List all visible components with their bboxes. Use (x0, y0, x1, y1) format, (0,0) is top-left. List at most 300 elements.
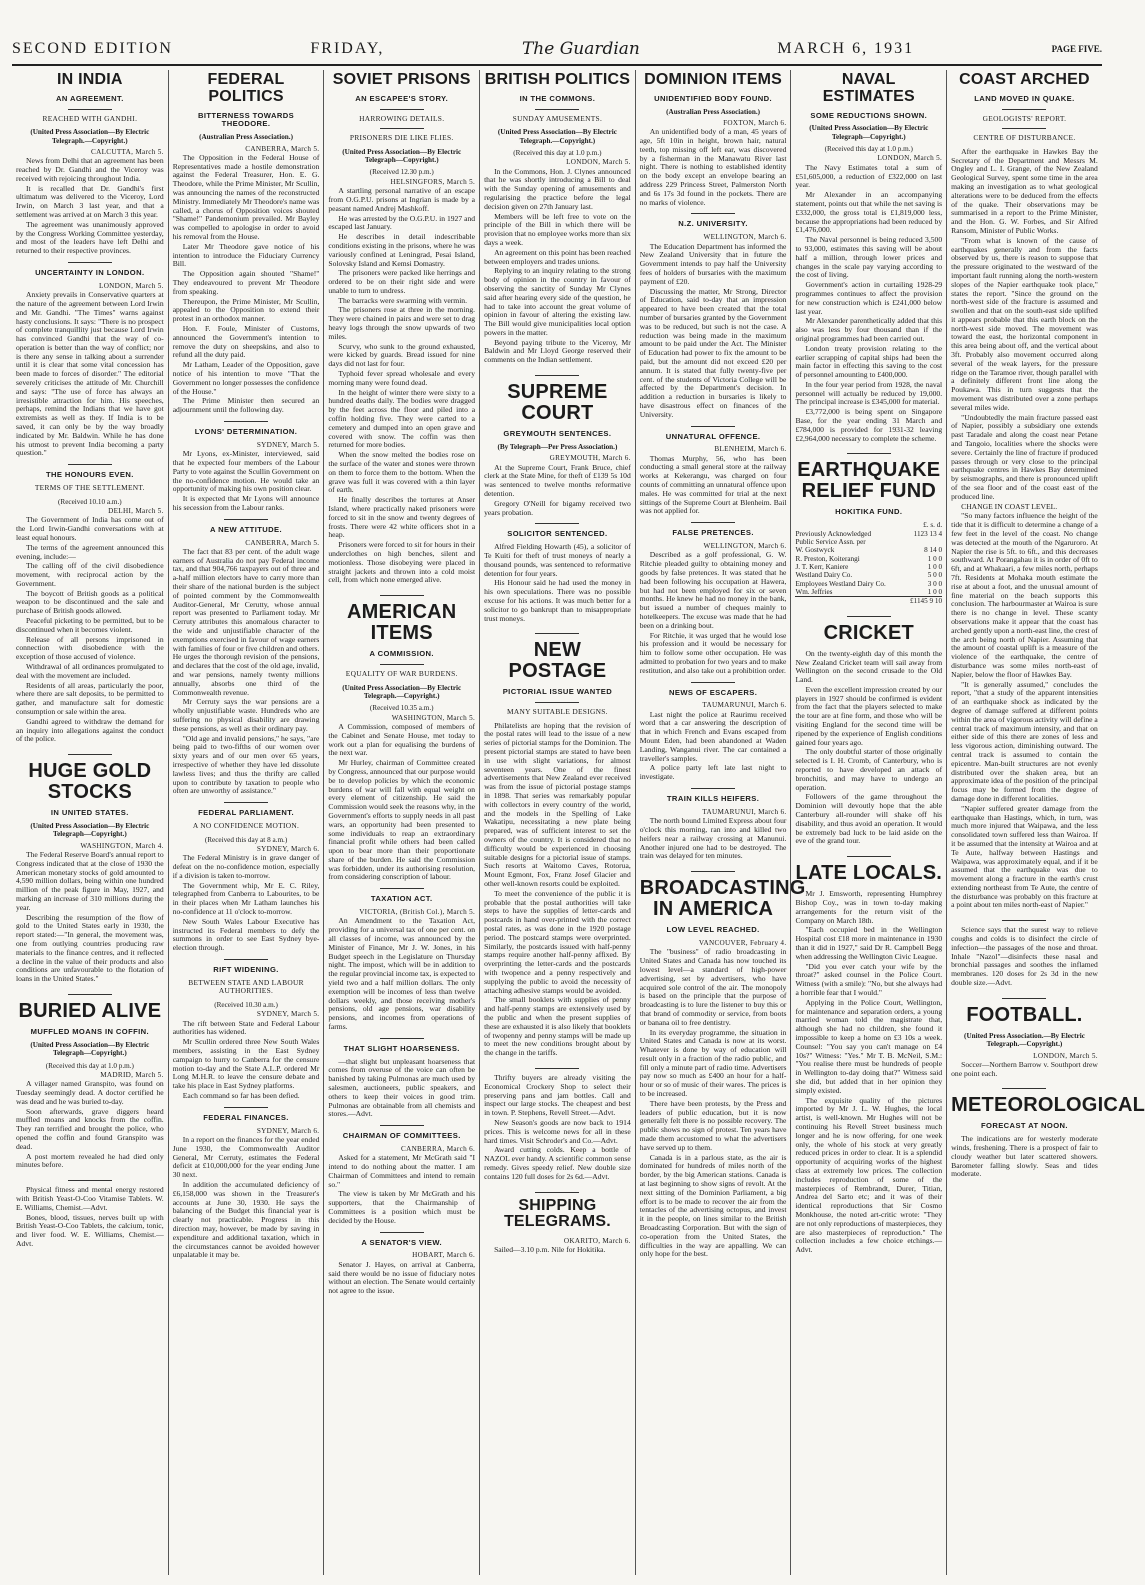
article-paragraph: The prisoners were packed like herrings and ordered to be on their right side and were unable to turn to undress. (328, 268, 476, 295)
article (484, 1074, 631, 1182)
dateline: GREYMOUTH, March 6. (549, 454, 631, 463)
article-headline: FOOTBALL. (966, 1003, 1083, 1026)
section-heading: TRAIN KILLS HEIFERS. (666, 794, 760, 804)
article-paragraph: Thereupon, the Prime Minister, Mr Scullin, appealed to the Opposition to extend their protest in an orthodox manner. (172, 296, 320, 324)
dateline: WELLINGTON, March 6. (703, 233, 787, 242)
article-paragraph: "Old age and invalid pensions," he says, "are being paid to two-fifths of our women over sixty years and of our men over 65 years, irrespective of whether they have led dissolute lawless lives; and thus the thrifty are called upon to contribute by taxation to people who often are unworthy of assistance." (172, 733, 320, 796)
article (484, 72, 631, 365)
fund-row (795, 538, 942, 546)
article-paragraph: The exquisite quality of the pictures imported by Mr J. L. W. Hughes, the local artist, is well-known. Mr Hughes will not be continuing his Revell Street business much longer and he is now offering, for one week only, the whole of his stock at very greatly reduced prices in order to clear. It is a splendid opportunity of acquiring works of the highest class at extremely low prices. The collection includes reproduction of some of the masterpieces of Rembrandt, Durer, Titian, Andrea del Sarto etc; and it was of their identical reproductions that Sir Cosmo Monkhouse, the noted art-critic wrote: "They are not only reproductions of masterpieces, they are also masterpieces of reproduction." The collection includes a few choice etchings.—Advt. (795, 1095, 943, 1255)
article-paragraph: The Federal Ministry is in grave danger of defeat on the no-confidence motion, especially if a division is taken to-morrow. (172, 853, 320, 880)
dateline: MADRID, March 5. (100, 1070, 164, 1079)
received-time: (Received this day at 1.0 p.m.) (824, 145, 913, 154)
divider-rule (380, 128, 424, 129)
article-paragraph: Discussing the matter, Mr Strong, Director of Education, said to-day that an impression appeared to have been created that the total number of bursaries granted by the Government was to be reduced, but such is not the case. A reduction was being made in the maximum amount to be paid under the Act. The Minister of Education had power to fix the amount to be paid, but the amount did not exceed £20 per annum. It is stated that fully twenty-five per cent. of the students of Victoria College will be affected by the Department's decision. In addition a reduction in bursaries is likely to have disastrous effect on finances of the University. (639, 286, 787, 419)
article-paragraph: The terms of the agreement announced this evening, include:— (16, 542, 164, 561)
section-heading: THE HONOURS EVEN. (45, 470, 134, 480)
divider-rule (535, 109, 579, 110)
article-subheading: MANY SUITABLE DESIGNS. (507, 707, 608, 717)
article-paragraph: "Undoubtedly the main fracture passed east of Napier, possibly a subsidiary one extends past Taradale and along the coast near Petane and Tangoio, localities where the shocks were severe. Certainly the line of fracture if produced passes through or very close to the principal earthquake centres in Hawkes Bay determined by seismographs, and there is pronounced uplift of the sea floor and of the coast east of the produced line. (951, 412, 1098, 501)
article-paragraph: Sailed—3.10 p.m. Nile for Hokitika. (494, 1245, 606, 1255)
article-headline: IN INDIA (57, 71, 123, 88)
article-paragraph: Withdrawal of all ordinances promulgated to deal with the movement are included. (16, 662, 164, 680)
article-section (173, 421, 320, 513)
article-section (173, 802, 320, 953)
article (484, 640, 631, 1058)
fund-donor: J. T. Kerr, Kaniere (795, 562, 849, 571)
divider-rule (380, 1125, 424, 1126)
dateline: LONDON, March 5. (566, 158, 631, 167)
article-paragraph: A post mortem revealed he had died only minutes before. (16, 1151, 164, 1170)
article-headline: BROADCASTING IN AMERICA (639, 877, 806, 921)
received-time: (Received 10.10 a.m.) (58, 497, 122, 506)
dateline: WASHINGTON, March 4. (80, 841, 164, 850)
article-headline: SOVIET PRISONS (332, 71, 471, 88)
article-section (640, 426, 787, 517)
article-paragraph: The boycott of British goods as a political weapon to be discontinued and the sale and purchase of British goods allowed. (16, 588, 164, 616)
article-subheading: AN AGREEMENT. (55, 93, 124, 103)
fund-donor: Public Service Assn. per (795, 537, 866, 546)
article-paragraph: "So many factors influence the height of the tide that it is difficult to determine a change of a few feet in the level of the coast. No change was detected at the mouth of the Ngaruroro. At Napier the rise is 5ft. to 6ft., and this decreases southward. At Porangahau it is in order of 0ft to 6ft, and at Whakaari, a few miles north, perhaps 7ft. Residents at Mohaka mouth estimate the rise at about a foot, and the unusual amount of fine material on the beach supports this conclusion. The harbourmaster at Wairoa is sure there is no change in level. These scanty observations make it appear that the coast has arched gently upon a north-east line, the crest of the arch being north of Napier. Assuming that the amount of coastal uplift is a measure of the violence of the earthquake, the centre of disturbance was some miles north-east of Napier, below the floor of Hawkes Bay. (951, 511, 1098, 679)
article-paragraph: An Amendment to the Taxation Act, providing for a universal tax of one per cent. on all classes of income, was announced by the Minister of Finance, Mr J. W. Jones, in his Budget speech in the Legislature on Thursday night. The impost, which will be in addition to the regular provincial income tax, is expected to yield two and a half million dollars. The only exemption will be incomes of less than twelve dollars weekly, and those receiving mother's pensions, old age pensions, war disability pensions, and incomes from operations of farms. (328, 916, 476, 1031)
fund-amount: 8 14 0 (924, 546, 943, 555)
article-paragraph: In its everyday programme, the situation in United States and Canada is now at its worst. Whatever is done by way of education will result only in a fraction of the radio public, and fill only a minute part of radio time. Advertisers pay now so much as £400 an hour for a half-hour or so of music of their wares. The prices is to be increased. (639, 1027, 787, 1099)
fund-donor: R. Preston, Koiterangi (795, 554, 860, 563)
divider-rule (380, 1038, 424, 1039)
article-paragraph: Later Mr Theodore gave notice of his intention to introduce the Fiduciary Currency Bill. (172, 241, 320, 269)
article-headline: AMERICAN ITEMS (347, 601, 457, 645)
article-headline: COAST ARCHED (959, 71, 1090, 88)
dateline: SYDNEY, March 5. (256, 440, 320, 449)
fund-amount: 1 0 0 (927, 588, 943, 597)
article-section (328, 1125, 475, 1226)
article-paragraph: The Opposition again shouted "Shame!" They endeavoured to prevent Mr Theodore from speaking. (172, 269, 320, 296)
dateline: SYDNEY, March 6. (256, 844, 320, 853)
newspaper-columns (12, 70, 1145, 1575)
dateline: SYDNEY, March 6. (256, 1126, 320, 1135)
article-divider (535, 1068, 579, 1069)
section-subheading: TERMS OF THE SETTLEMENT. (34, 483, 145, 493)
article-paragraph: The fact that 83 per cent. of the adult wage earners of Australia do not pay Federal income tax, and that 904,766 taxpayers out of three and a-half million electors have to carry more than their share of the national burden is the subject of pointed comment by the Commonwealth Auditor-General, Mr Cerutty, whose annual report was presented to Parliament today. Mr Cerruty attributes this anomalous character to the wide and unjustifiable character of the exemptions exercised in favour of wage earners with families of four or five children and others. He urges the thorough revision of the pensions, and declares that the cost of the old age, invalid, and war pensions, namely twenty millions annually, absorbs one third of the Commonwealth revenue. (172, 546, 320, 697)
article (795, 460, 942, 605)
article-subheading: SUNDAY AMUSEMENTS. (512, 113, 603, 123)
article-paragraph: "From what is known of the cause of earthquakes generally and from the facts observed by us, there is reason to suppose that the pressure originated to the westward of the important fault running along the north-western slopes of the Napier earthquake took place," states the report. "Since the ground on the north-west side of the fracture is assumed and swollen and that on the south-east side uplifted it appears probable that this earth block on the north-west side moved. The movement was toward the east, the horizontal component in this area being about off, and the vertical about 3ft. Probably also movement occurred along several of the weak layers, for the pressure ridge on the Taramoe river, though parallel with a definitely different front line along the Poukawa. This in turn suggests that the movement was distributed over a zone perhaps several miles wide. (951, 235, 1098, 412)
article-paragraph: The Government whip, Mr E. C. Riley, telegraphed from Canberra to Labourites, to be in their places when Mr Latham launches his no-confidence at 11 o'clock to-morrow. (172, 880, 320, 916)
section-subheading: A NO CONFIDENCE MOTION. (192, 820, 300, 830)
article-paragraph: The Education Department has informed the New Zealand University that in future the Government intends to pay half the University fees of holders of bursaries with the maximum payment of £20. (639, 241, 787, 286)
article-paragraph: Anxiety prevails in Conservative quarters at the nature of the agreement between Lord Irwin and Mr. Gandhi. "The Times" warns against hasty conclusions. It says: "There is no prospect of complete tranquillity just because Lord Irwin has convinced Gandhi that the way of co-operation is better than the way of conflict; nor is there any sense in talking about a surrender until it is clear that some vital concession has been made to forces of disorder." The editorial severely criticises the attitude of Mr. Churchill and says: "The use of force has always an irresistible attraction for him. His speeches, perhaps, remind the Indians that we have got extremists as well as they. If India is to be saved, it can only be by the way broadly indicated by Mr. Baldwin. While he has done his utmost to prevent India becoming a party question." (16, 290, 164, 458)
press-credit: (United Press Association—By Electric Telegraph—Copyright.) (30, 822, 150, 839)
dateline: TAUMARUNUI, March 6. (702, 807, 787, 816)
article-paragraph: Even the excellent impression created by our players in 1927 should be confirmed is evident from the fact that the players selected to make the tour are at fine form, and those who will be visiting England for the second time will be ripened by the experience of English conditions gained four years ago. (795, 684, 943, 747)
article-paragraph: £3,772,000 is being spent on Singapore Base, for the year ending 31 March and £784,000 is provided for 1931-32 leaving £2,964,000 necessary to complete the scheme. (795, 407, 943, 443)
date-label: MARCH 6, 1931 (777, 40, 915, 57)
section-heading: CHAIRMAN OF COMMITTEES. (342, 1131, 461, 1141)
dateline: DELHI, March 5. (108, 506, 164, 515)
section-heading: LYONS' DETERMINATION. (194, 426, 298, 436)
article-paragraph: It is recalled that Dr. Gandhi's first ultimatum was delivered to the Viceroy, Lord Irwin, on March 3 last year, and that a settlement was arrived at on March 3 this year. (16, 183, 164, 219)
article-subheading: FORECAST AT NOON. (980, 1121, 1068, 1131)
fund-amount: 1 0 0 (927, 562, 943, 571)
fund-row (795, 563, 942, 571)
article-paragraph: The barracks were swarming with vermin. (338, 295, 468, 305)
fund-amount: 3 0 0 (927, 579, 943, 588)
divider-rule (224, 959, 268, 960)
article (16, 72, 164, 744)
article-paragraph: The view is taken by Mr McGrath and his supporters, that the Chairmanship of Committees is a position which must be decided by the House. (328, 1189, 476, 1225)
article-paragraph: Peaceful picketing to be permitted, but to be discontinued when it becomes violent. (16, 616, 164, 634)
fund-row (795, 530, 942, 538)
article-paragraph: The Navy Estimates total a sum of £51,605,000, a reduction of £322,000 on last year. (795, 162, 943, 190)
fund-donor: Westland Dairy Co. (795, 571, 853, 580)
article-subheading: IN THE COMMONS. (519, 93, 596, 103)
article-subheading: PRISONERS DIE LIKE FLIES. (349, 133, 454, 143)
section-heading: FEDERAL PARLIAMENT. (198, 808, 294, 818)
divider-rule (68, 109, 112, 110)
article-paragraph: To meet the convenience of the public it is probable that the postal authorities will take steps to have the supplies of letter-cards and postcards in hand over-printed with the correct postal rates, as was done in the 1920 postage period. The postcard stamps were overprinted. Similarly, the postcards issued with half-penny stamps require another half-penny affixed. By overprinting the letter-cards and the postcards with twopence and a penny respectively and supplying the public to avoid the necessity of attaching adhesive stamps would be avoided. (484, 888, 631, 995)
article (951, 1094, 1145, 1179)
article-subheading: HARROWING DETAILS. (359, 113, 445, 123)
article-paragraph: Applying in the Police Court, Wellington, for maintenance and separation orders, a young married woman told the magistrate that, although she had no children, she found it impossible to keep a home on £3 10s a week. Counsel: "You say you can't manage on £4 10s?" Witness: "Yes." Mr T. B. McNeil, S.M.: "You realise there must be hundreds of people in Wellington to-day doing that?" Witness said she did, but added that in her opinion they simply existed. (795, 997, 943, 1095)
article-paragraph: Mr Alexander in an accompanying statement, points out that while the net saving is £332,000, the gross total is £1,819,000 less, because the appropriations had been reduced by £1,476,000. (795, 190, 943, 235)
divider-rule (1002, 128, 1046, 129)
article-paragraph: The Government of India has come out of the Lord Irwin-Gandhi conversations with at least equal honours. (16, 515, 164, 542)
article-section (328, 888, 475, 1032)
article-paragraph: Replying to an inquiry relating to the strong body of opinion in the country in favour of observing the sanctity of Sunday Mr Clynes said after hearing every side of the question, he had to take into account the great volume of opinion in favour of altering the existing law. The Bill would give municipalities local option powers in the matter. (484, 266, 631, 337)
article-paragraph: London treaty provision relating to the earlier scrapping of capital ships had been the main factor in effecting this saving to the cost of personnel amounting to £400,000. (795, 343, 943, 380)
article-subheading: UNIDENTIFIED BODY FOUND. (654, 93, 773, 103)
article-paragraph: A villager named Granspito, was found on Tuesday seemingly dead. A doctor certified he was dead and he was buried to-day. (16, 1079, 164, 1106)
article-headline: EARTHQUAKE RELIEF FUND (797, 459, 941, 503)
press-credit: (United Press Association—By Electric Telegraph.—Copyright.) (497, 128, 617, 145)
article-paragraph: The north bound Limited Express about four o'clock this morning, ran into and killed two heifers near a railway crossing at Manunui. Another injured one had to be destroyed. The train was delayed for ten minutes. (639, 816, 787, 861)
dateline: HOBART, March 6. (412, 1251, 476, 1260)
article-paragraph: Followers of the game throughout the Dominion will devoutly hope that the able Canterbury all-rounder will shake off his disability, and thus avoid an operation. It would be extremely bad luck to be laid aside on the eve of the grand tour. (795, 792, 943, 846)
article-divider (535, 633, 579, 634)
article-paragraph: Soon afterwards, grave diggers heard muffled moans and knocks from the coffin. They ran terrified and brought the police, who opened the coffin and found Granspito was dead. (16, 1106, 164, 1151)
fund-amount: 1123 13 4 (913, 529, 943, 538)
article-paragraph: Soccer—Northern Barrow v. Southport drew one point each. (951, 1059, 1098, 1078)
section-heading: UNCERTAINTY IN LONDON. (35, 267, 145, 277)
article-subheading: EQUALITY OF WAR BURDENS. (345, 668, 458, 678)
fund-donor: W. Gostwyck (795, 546, 835, 555)
article-paragraph: Mr J. Emsworth, representing Humphrey Bishop Coy., was in town to-day making arrangements for the return visit of the Company on March 18th. (795, 889, 943, 925)
article-divider (68, 1180, 112, 1181)
article-paragraph: On the twenty-eighth day of this month the New Zealand Cricket team will sail away from Wellington on the second crusade to the Old Land. (795, 648, 943, 685)
page-number: PAGE FIVE. (1051, 44, 1102, 54)
fund-amount: 1 0 0 (927, 554, 943, 563)
article (639, 877, 806, 1259)
article-paragraph: The "business" of radio broadcasting in United States and Canada has now touched its lowest level—a standard of high-power advertising, set by advertisers, who have acquired sole control of the air. The monopoly is based on the principle that the purpose of broadcasting is to lure the listener to buy this or that brand of commodity or service, from boots or banana oil to free dentistry. (639, 947, 787, 1027)
article (328, 602, 475, 1296)
article-paragraph: Mr Lyons, ex-Minister, interviewed, said that he expected four members of the Labour Party to vote against the Scullin Government on the no-confidence motion. He would take an opportunity of making his own position clear. (172, 449, 320, 494)
article-subheading: AN ESCAPEE'S STORY. (355, 93, 449, 103)
section-heading: A NEW ATTITUDE. (210, 524, 282, 534)
article-headline: SUPREME COURT (507, 381, 608, 425)
divider-rule (224, 421, 268, 422)
article-divider (380, 595, 424, 596)
article-paragraph: The Federal Reserve Board's annual report to Congress indicated that at the close of 1930 the American monetary stocks of gold amounted to 4,590 million dollars, being within one hundred million of the peak figure in May, 1927, and marking an increase of 310 millions during the year. (16, 850, 164, 912)
article-paragraph: Mr Hurley, chairman of Committee created by Congress, announced that our purpose would be to develop policies by which the economic burdens of war will fall with equal weight on every element of citizenship. He said the Commission would seek the reasons why, in the Government's efforts to supply needs in all past wars, an opportunity had been presented to some individuals to reap an extraordinary financial profit while others had been called upon to bear more than their proportionate share of the burden. He said the Commission was forbidden, under its authorising resolution, from considering conscription of labour. (328, 758, 476, 882)
article-subheading: GEOLOGISTS' REPORT. (982, 113, 1067, 123)
article-paragraph: Asked for a statement, Mr McGrath said "I intend to do nothing about the matter. I am Chairman of Committees and intend to remain so." (328, 1153, 476, 1189)
article-paragraph: Mr Scullin ordered three New South Wales members, assisting in the East Sydney campaign to hurry to Canberra for the censure motion to-day and the State A.L.P. ordered Mr Long M.H.R. to leave the censure debate and take his place in East Sydney platforms. (172, 1037, 320, 1091)
article-paragraph: The Prime Minister then secured an adjournment until the following day. (172, 396, 320, 415)
article-paragraph: Government's action in curtailing 1928-29 programmes continues to affect the provision for new construction which is £241,000 below last year. (795, 280, 943, 316)
article-headline: HUGE GOLD STOCKS (28, 760, 152, 804)
article-paragraph: The Opposition in the Federal House of Representatives made a hostile demonstration against the Federal Treasurer, Hon. E. G. Theodore, while the Prime Minister, Mr Scullin, was announcing the names of the reconstructed Ministry. Immediately Mr Theodore's name was called, a chorus of Opposition voices shouted "Shame!" Pandemonium prevailed. Mr Bayley was compelled to apologise in order to avoid his removal from the House. (172, 152, 320, 242)
press-credit: (United Press Association—By Electric Telegraph—Copyright.) (30, 1040, 150, 1058)
received-time: (Received 12.30 p.m.) (369, 168, 434, 177)
article-headline: METEOROLOGICAL (951, 1094, 1145, 1117)
section-heading: FALSE PRETENCES. (672, 528, 754, 538)
divider-rule (535, 702, 579, 703)
divider-rule (691, 213, 735, 214)
divider-rule (691, 522, 735, 523)
article-paragraph: Last night the police at Raurimu received word that a car answering the description of that in which French and Evans escaped from Mount Eden, had been abandoned at Waden Landing, Wanganui river. The car contained a traveller's samples. (639, 709, 787, 763)
article-divider (535, 375, 579, 376)
divider-rule (1002, 109, 1046, 110)
fund-row (795, 580, 942, 588)
article-paragraph: When the snow melted the bodies rose on the surface of the water and stones were thrown on them to force them to the bottom. When the grave was full it was covered with a thin layer of earth. (328, 450, 476, 495)
article-divider (847, 616, 891, 617)
article-divider (847, 856, 891, 857)
article-divider (1002, 1088, 1046, 1089)
article-divider (68, 754, 112, 755)
article-divider (1002, 998, 1046, 999)
article-paragraph: Scurvy, who sunk to the ground exhausted, were kicked by guards. Bread issued for nine days did not last for four. (328, 341, 476, 369)
section-heading: RIFT WIDENING. (213, 964, 279, 974)
article-section (640, 788, 787, 861)
article-paragraph: Release of all persons imprisoned in connection with disobedience with the exception of those accused of violence. (16, 634, 164, 662)
article-divider (847, 453, 891, 454)
article-section (484, 523, 631, 623)
article-paragraph: It is expected that Mr Lyons will announce his secession from the Labour ranks. (172, 494, 320, 512)
fund-donor: Wm. Jeffries (795, 588, 833, 597)
section-heading: N.Z. UNIVERSITY. (678, 219, 748, 229)
article-paragraph: New Season's goods are now back to 1914 prices. This is welcome news for all in these hard times. Visit Schroder's and Co.—Advt. (484, 1117, 631, 1145)
article-subheading: IN UNITED STATES. (50, 808, 129, 818)
article-headline: NEW POSTAGE (508, 639, 607, 683)
article-paragraph: Bones, blood, tissues, nerves built up with British Yeast-O-Coo Tablets, the calcium, tonic, and liver food. W. E. Williams, Chemist.—Advt. (16, 1212, 164, 1248)
article-paragraph: —that slight but unpleasant hoarseness that comes from overuse of the voice can often be banished by taking Pulmonas are much used by salesmen, auctioneers, public speakers, and others to keep their voices in good trim. Pulmonas are obtainable from all chemists and stores.—Advt. (328, 1056, 476, 1119)
fund-row (795, 571, 942, 579)
section-subheading: BETWEEN STATE AND LABOUR AUTHORITIES. (188, 977, 304, 996)
section-heading: UNNATURAL OFFENCE. (665, 431, 761, 441)
dateline: OKARITO, March 6. (563, 1237, 631, 1246)
divider-rule (380, 109, 424, 110)
press-credit: (Australian Press Association.) (666, 107, 761, 116)
divider-rule (380, 664, 424, 665)
dateline: WASHINGTON, March 5. (391, 713, 476, 722)
press-credit: (United Press Association—By Electric Telegraph—Copyright.) (342, 147, 462, 165)
dateline: FOXTON, March 6. (723, 118, 787, 127)
article-paragraph: Mr Cerruty says the war pensions are a wholly unjustifiable waste. Hundreds who are suffering no physical disability are drawing these pensions, as well as their ordinary pay. (172, 697, 320, 733)
dateline: LONDON, March 5. (877, 154, 943, 163)
column-3 (323, 70, 479, 1575)
article-divider (691, 871, 735, 872)
article-paragraph: Thrifty buyers are already visiting the Economical Crockery Shop to select their preserving pans and jam bottles. Call and inspect our large stocks. The cheapest and best in town. P. Stephens, Revell Street.—Advt. (484, 1072, 631, 1118)
article (16, 1001, 164, 1170)
dateline: BLENHEIM, March 6. (714, 445, 787, 454)
article-paragraph: An agreement on this point has been reached between employers and trades unions. (484, 247, 631, 266)
section-heading: FEDERAL FINANCES. (203, 1112, 289, 1122)
article-paragraph: "It is generally assumed," concludes the report, "that a study of the apparent intensities of an earthquake shock as indicated by the degree of damage suffered at different points within the area of vigorous activity will define a central track of maximum intensity, and that on either side of this there are zones of less and less vigorous action, diminishing outward. The central track is assumed to contain the epicentre. Man-built structures are not evenly distributed over the shaken area, but an approximate idea of the position of the principal focus may be formed from the degree of damage done in different localities. (951, 679, 1098, 803)
article-divider (68, 994, 112, 995)
article-paragraph: "Each occupied bed in the Wellington Hospital cost £18 more in maintenance in 1930 than it did in 1927," said Dr R. Campbell Begg when addressing the Wellington Civic League. (795, 925, 943, 961)
article-section (328, 1232, 475, 1296)
dateline: CANBERRA, March 5. (245, 538, 320, 547)
fund-total-row (795, 597, 942, 606)
fund-header-blank (795, 521, 901, 529)
article-paragraph: The prisoners rose at three in the morning. They were chained in pairs and were set to drag heavy logs through the snow upwards of two miles. (328, 305, 476, 341)
article-paragraph: He describes in detail indescribable conditions existing in the prisons, where he was variously confined at Leningrad, Pesai Island, Solovsky Island and Kemsi Domastry. (328, 232, 476, 268)
dateline: CANBERRA, March 5. (245, 144, 320, 153)
dateline: SYDNEY, March 5. (256, 1010, 320, 1019)
article-subheading: CENTRE OF DISTURBANCE. (973, 133, 1076, 143)
article-paragraph: Members will be left free to vote on the principle of the Bill in which there will be provision that no employee works more than six days a week. (484, 211, 631, 247)
article-headline: LATE LOCALS. (795, 862, 943, 885)
article (951, 72, 1098, 910)
article-paragraph: Gandhi agreed to withdraw the demand for an inquiry into allegations against the conduct of the police. (16, 716, 164, 744)
fund-currency-header: £. s. d. (923, 521, 943, 530)
article-paragraph: Thomas Murphy, 56, who has been conducting a small general store at the railway works at Kekerangu, was charged on four counts of committing an unnatural offence upon males. He was committed for trial at the next sittings of the Supreme Court at Blenheim. Bail was not applied for. (639, 453, 787, 516)
article-paragraph: CHANGE IN COAST LEVEL. (961, 501, 1058, 511)
received-time: (Received 10.30 a.m.) (214, 1000, 278, 1009)
fund-row (795, 588, 942, 597)
article-divider (535, 1192, 579, 1193)
article-paragraph: "Napier suffered greater damage from the earthquake than Hastings, which, in turn, was much more injured that Waipawa, and the less consolidated town suffered less than Wairoa. If it be assumed that the intensity at Wairoa and at Te Aute, halfway between Hastings and Waipawa, was approximately equal, and if it be assumed that the earthquake was due to movement along a fracture in the earth's crust extending northeast from Te Aute, the centre of the disturbance was probably on this fracture at a point about ten miles north-east of Napier." (951, 803, 1098, 910)
article-headline: NAVAL ESTIMATES (822, 71, 915, 105)
dateline: CANBERRA, March 6. (400, 1144, 476, 1153)
article-paragraph: The rift between State and Federal Labour authorities has widened. (172, 1018, 320, 1037)
article-headline: FEDERAL POLITICS (207, 71, 285, 105)
article-paragraph: Science says that the surest way to relieve coughs and colds is to disinfect the circle of infection—the passages of the nose and throat. Inhale "Nazol"—disinfects these nasal and bronchial passages and soothes the inflamed membranes. 120 doses for 2s 3d in the new double size.—Advt. (951, 925, 1098, 988)
fund-amount: 5 0 0 (927, 571, 943, 580)
dateline: HELSINGFORS, March 5. (390, 177, 476, 186)
article-paragraph: A Commission, composed of members of the Cabinet and Senate House, met today to work out a plan for equalising the burdens of the next war. (328, 721, 476, 758)
dateline: TAUMARUNUI, March 6. (702, 701, 787, 710)
received-time: (Received 10.35 a.m.) (369, 704, 434, 713)
divider-rule (224, 1107, 268, 1108)
divider-rule (380, 888, 424, 889)
article-headline: SHIPPING TELEGRAMS. (503, 1196, 611, 1231)
dateline: WELLINGTON, March 6. (703, 542, 787, 551)
article-subheading: GREYMOUTH SENTENCES. (503, 429, 612, 439)
article-paragraph: In a report on the finances for the year ended June 1930, the Commonwealth Auditor General, Mr Cerruty, estimates the Federal deficit at £10,000,000 for the year ending June 30 next. (172, 1134, 320, 1180)
fund-row (795, 546, 942, 554)
article (16, 1186, 164, 1249)
divider-rule (224, 519, 268, 520)
article-subheading: SOME REDUCTIONS SHOWN. (810, 110, 928, 120)
column-2 (168, 70, 324, 1575)
column-7 (946, 70, 1145, 1575)
article-headline: BRITISH POLITICS (484, 71, 631, 88)
paper-name: The Guardian (521, 39, 640, 59)
masthead (12, 34, 1102, 66)
article-section (640, 522, 787, 675)
divider-rule (691, 788, 735, 789)
column-1 (12, 70, 168, 1575)
fund-donor: Previously Acknowledged (795, 529, 872, 538)
article-paragraph: Alfred Fielding Howarth (45), a solicitor of Te Kuiti for theft of trust moneys of nearly a thousand pounds, was sentenced to reformative detention for four years. (484, 542, 631, 578)
article-section (16, 464, 164, 744)
section-heading: NEWS OF ESCAPERS. (668, 687, 758, 697)
article-section (640, 213, 787, 419)
fund-donor: Employees Westland Dairy Co. (795, 579, 886, 588)
dateline: VANCOUVER, February 4. (698, 938, 787, 947)
article-section (173, 959, 320, 1101)
press-credit: (United Press Association—By Electric Telegraph.—Copyright.) (30, 128, 150, 145)
article-paragraph: Prisoners were forced to sit for hours in their underclothes on high benches, silent and motionless. Those disobeying were placed in straight jackets and thrown into a cold moist cell, from which none emerged alive. (328, 540, 476, 585)
divider-rule (691, 682, 735, 683)
article-paragraph: Canada is in a parlous state, as the air is dominated for hundreds of miles north of the border, by the big American stations. Canada is at last beginning to show signs of revolt. At the next sitting of the Dominion Parliament, a big effort is to be made to recover the air from the tentacles of the advertising octopus, and invest it in the people, on lines similar to the British Broadcasting Corporation. But with the sign of co-operation from the United States, the difficulties in the way are appalling. We can only hope for the best. (639, 1152, 787, 1259)
article-paragraph: In the height of winter there were sixty to a hundred deaths daily. The bodies were dragged by the feet across the floor and piled into a coffin holding five. They were carted to a cemetery and dumped into an open grave and covered with snow. The coffin was then returned for more bodies. (328, 387, 476, 450)
divider-rule (68, 464, 112, 465)
article-paragraph: In the four year period from 1928, the naval personnel will actually be reduced by 19,000. The principal increase is £345,000 for material. (795, 379, 943, 407)
article-paragraph: New South Wales Labour Executive has instructed its Federal members to defy the summons in order to see East Sydney bye-election through. (172, 916, 320, 953)
article-paragraph: The indications are for westerly moderate winds, freshening. There is a prospect of fair to cloudy weather but later scattered showers. Barometer falling slowly. Seas and tides moderate. (951, 1134, 1098, 1179)
article (795, 623, 942, 847)
article-paragraph: The calling off of the civil disobedience movement, with reciprocal action by the Government. (16, 561, 164, 588)
article (16, 761, 164, 984)
day-label: FRIDAY, (310, 40, 385, 57)
article-paragraph: After the earthquake in Hawkes Bay the Secretary of the Department and Messrs M. Ongley and L. I. Grange, of the New Zealand Geological Survey, spent some time in the area making an investigation as to what geological alterations were to be deduced from the effects of the quake. Their observations may be summarised in a report to the Prime Minister, and the Hon. G. W. Forbes, and Sir Alfred Ransom, Minister of Public Works. (951, 146, 1098, 235)
article-paragraph: The small booklets with supplies of penny and half-penny stamps are extensively used by the public and when the present supplies of these are exhausted it is also likely that booklets of twopenny and penny stamps will be made up to meet the new conditions brought about by the change in the tariffs. (484, 995, 631, 1058)
article-subheading: PICTORIAL ISSUE WANTED (502, 687, 613, 697)
received-time: (Received this day at 1.0 p.m.) (513, 148, 602, 157)
article-section (16, 262, 164, 458)
article-subheading: HOKITIKA FUND. (835, 507, 903, 517)
article-paragraph: News from Delhi that an agreement has been reached by Dr. Gandhi and the Viceroy was received with rejoicing throughout India. (16, 156, 164, 183)
section-heading: TAXATION ACT. (370, 894, 433, 904)
article-paragraph: The agreement was unanimously approved by the Congress Working Committee yesterday, and most of the leaders have left Delhi and returned to their respective provinces. (16, 219, 164, 256)
received-time: (Received this day at 8 a.m.) (204, 835, 288, 844)
article-paragraph: Residents of all areas, particularly the poor, where there are salt deposits, to be permitted to gather, and manufacture salt for domestic consumption or sale within the area. (16, 680, 164, 717)
divider-rule (68, 262, 112, 263)
article-paragraph: His Honour said he had used the money in his own speculations. There was no possible excuse for his actions. It was much better for a solicitor to go bankrupt than to misappropriate trust moneys. (484, 578, 631, 623)
divider-rule (535, 523, 579, 524)
article-subheading: LOW LEVEL REACHED. (666, 925, 760, 935)
article-paragraph: Gregory O'Neill for bigamy received two years probation. (484, 498, 631, 517)
press-credit: (United Press Association—By Electric Telegraph—Copyright.) (809, 124, 929, 141)
press-credit: (By Telegraph—Per Press Association.) (497, 442, 618, 451)
section-heading: THAT SLIGHT HOARSENESS. (343, 1043, 460, 1053)
article-divider (1002, 920, 1046, 921)
article-section (173, 1107, 320, 1260)
article-paragraph: In the Commons, Hon. J. Clynes announced that he was shortly introducing a Bill to deal with the Sunday opening of amusements and regularising the practice before the legal decision given on 27th January last. (484, 166, 631, 211)
article-section (173, 519, 320, 796)
article-subheading: A COMMISSION. (369, 649, 434, 659)
article-paragraph: Describing the resumption of the flow of gold to the United States early in 1930, the report stated:—"In general, the movement was, one from outlying countries producing raw materials to the finance centres, and it reflected a decline in the value of their products and also conditions are unfavourable to the flotation of loans in the United States." (16, 912, 164, 984)
column-4 (479, 70, 635, 1575)
article (951, 926, 1098, 988)
column-6 (790, 70, 946, 1575)
article (484, 382, 631, 623)
divider-rule (380, 1232, 424, 1233)
article-paragraph: An unidentified body of a man, 45 years of age, 5ft 10in in height, brown hair, natural teeth, top missing off left ear, was discovered by a fisherman in the Manawatu River last night. There is nothing to established identity on the body except an envelope bearing an address 229 Princess Street, Palmerston North and 6s 17s 3d found in the pockets. There are no marks of violence. (639, 127, 787, 207)
article-subheading: BITTERNESS TOWARDS THEODORE. (197, 110, 295, 129)
article-subheading: MUFFLED MOANS IN COFFIN. (30, 1027, 150, 1037)
article-paragraph: He finally describes the tortures at Anser Island, where practically naked prisoners were forced to sit in the snow and twenty degrees of frosts. There were 42 white officers shot in a heap. (328, 495, 476, 540)
article-section (328, 1038, 475, 1119)
article-paragraph: Beyond paying tribute to the Viceroy, Mr Baldwin and Mr Lloyd George reserved their comments on the Indian settlement. (484, 337, 631, 365)
dateline: LONDON, March 5. (1033, 1051, 1098, 1060)
article-headline: DOMINION ITEMS (644, 71, 783, 88)
article-headline: CRICKET (823, 621, 914, 644)
section-heading: SOLICITOR SENTENCED. (507, 529, 608, 539)
divider-rule (691, 426, 735, 427)
